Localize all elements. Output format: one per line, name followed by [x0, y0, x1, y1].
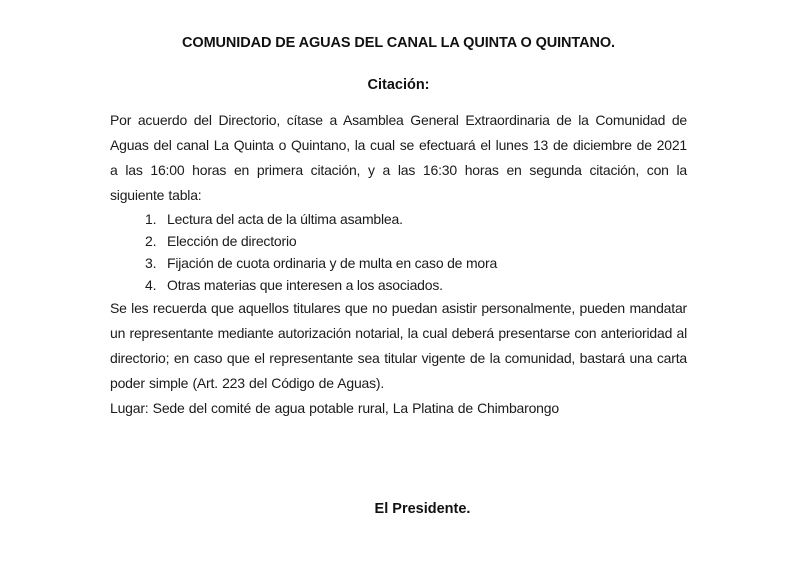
reminder-paragraph: Se les recuerda que aquellos titulares que no puedan asistir personalmente, pueden mandatar un representante mediante autorización notarial, la cual deberá presentarse con anterioridad al directorio; en caso que el representante sea titular vigente de la comunidad, bastará una carta poder simple (Art. 223 del Código de Aguas). — [110, 300, 687, 391]
signature-line: El Presidente. — [374, 501, 471, 517]
agenda-item-3: Fijación de cuota ordinaria y de multa en caso de mora — [167, 255, 498, 271]
location-line: Lugar: Sede del comité de agua potable rural, La Platina de Chimbarongo — [110, 400, 559, 416]
intro-paragraph: Por acuerdo del Directorio, cítase a Asamblea General Extraordinaria de la Comunidad de Aguas del canal La Quinta o Quintano, la cual se efectuará el lunes 13 de diciembre de 2021 a las 16:00 horas en primera citación, y a las 16:30 horas en segunda citación, con la siguiente tabla: — [110, 112, 687, 203]
agenda-item-1: Lectura del acta de la última asamblea. — [167, 211, 403, 227]
agenda-item-4: Otras materias que interesen a los asociados. — [167, 277, 443, 293]
agenda-item-2: Elección de directorio — [167, 233, 297, 249]
document-subtitle: Citación: — [367, 77, 430, 93]
agenda-list — [110, 208, 687, 296]
document-title: COMUNIDAD DE AGUAS DEL CANAL LA QUINTA O QUINTANO. — [182, 35, 615, 51]
